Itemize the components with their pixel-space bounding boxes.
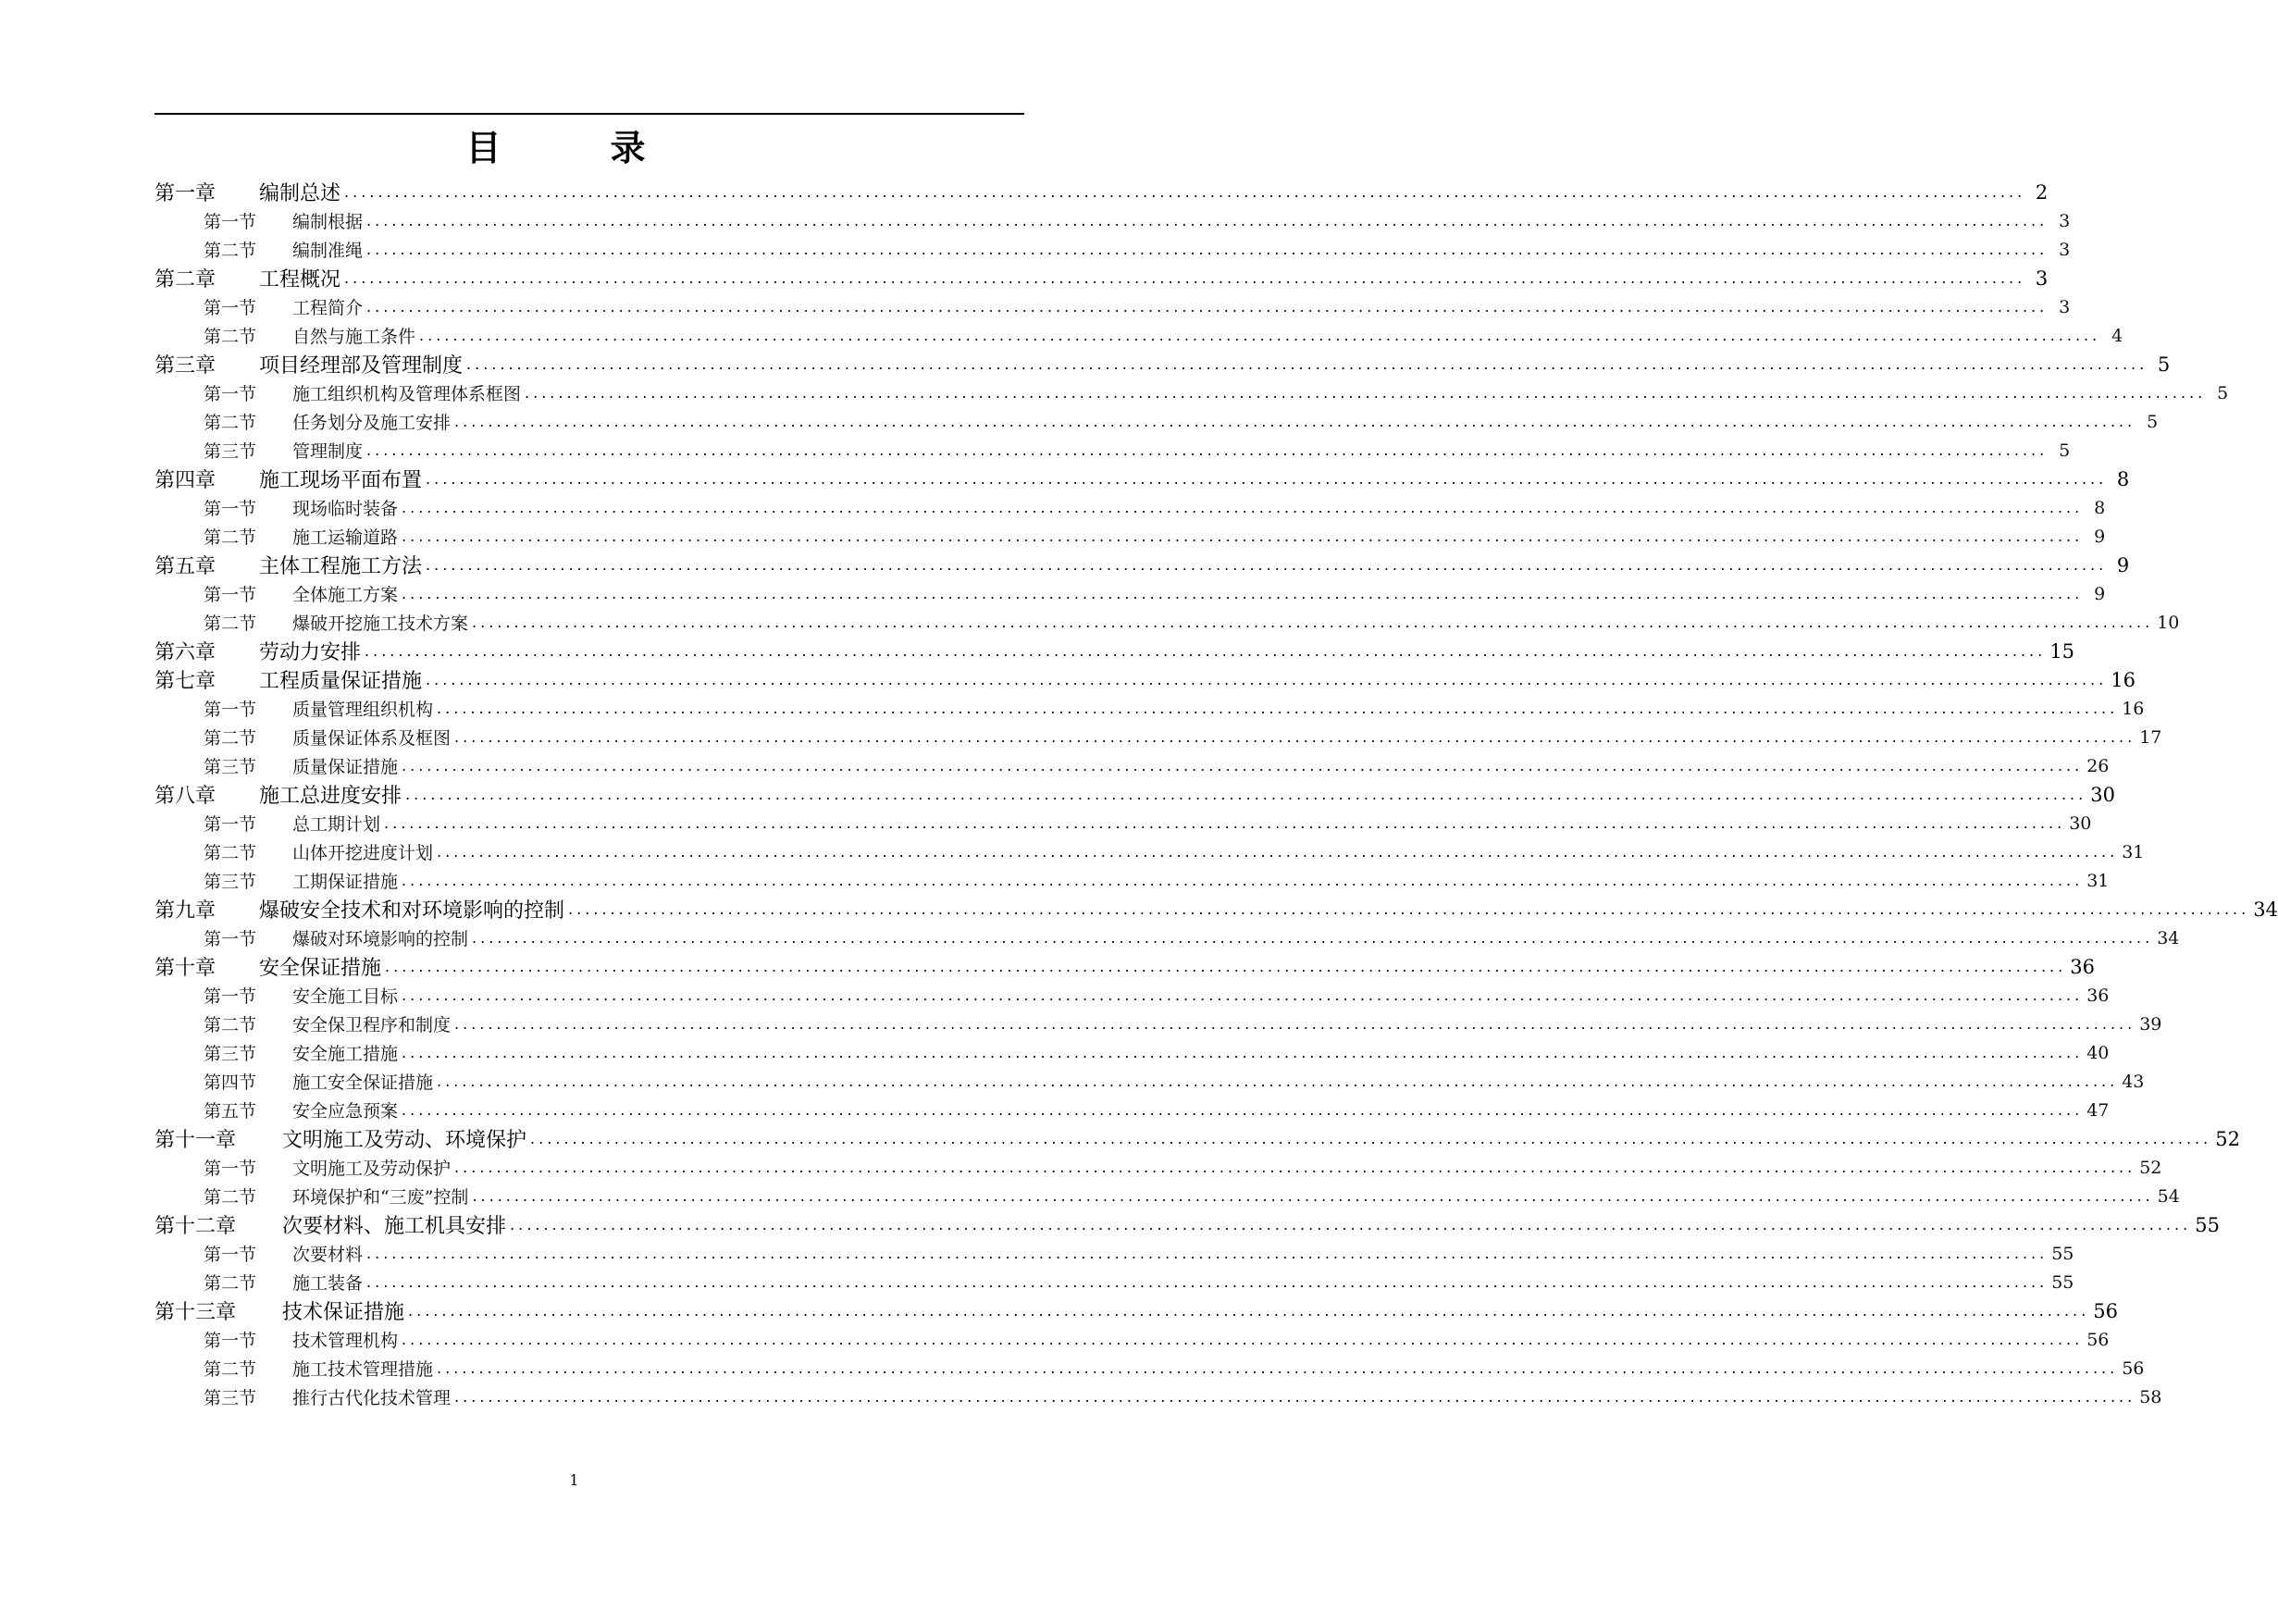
toc-section-entry[interactable] bbox=[0, 1239, 2074, 1268]
toc-section-entry[interactable] bbox=[0, 436, 2071, 465]
chapter-title: 主体工程施工方法 bbox=[259, 555, 423, 578]
section-number: 第二节 bbox=[204, 413, 257, 433]
section-title: 施工组织机构及管理体系框图 bbox=[292, 384, 522, 404]
page-ref: 34 bbox=[2253, 898, 2278, 921]
section-title: 自然与施工条件 bbox=[292, 327, 416, 347]
toc-section-entry[interactable] bbox=[0, 1010, 2162, 1038]
dot-leader: ........................................................................................................................................................................................................ bbox=[454, 413, 2136, 430]
section-number: 第二节 bbox=[204, 1359, 257, 1380]
page-ref: 15 bbox=[2049, 639, 2074, 663]
dot-leader: ........................................................................................................................................................................................................ bbox=[437, 1072, 2119, 1090]
page-ref: 17 bbox=[2139, 726, 2162, 748]
section-number: 第二节 bbox=[204, 1187, 257, 1208]
toc-section-entry[interactable] bbox=[0, 981, 2110, 1010]
toc-section-entry[interactable] bbox=[0, 1153, 2162, 1182]
dot-leader: ........................................................................................................................................................................................................ bbox=[385, 958, 2067, 975]
section-title: 质量保证措施 bbox=[292, 757, 399, 777]
dot-leader: ........................................................................................................................................................................................................ bbox=[568, 900, 2250, 918]
toc-chapter-entry[interactable] bbox=[0, 264, 2049, 292]
toc-section-entry[interactable] bbox=[0, 924, 2180, 952]
page-ref: 58 bbox=[2139, 1386, 2162, 1407]
page-ref: 3 bbox=[2059, 210, 2071, 231]
page-ref: 31 bbox=[2122, 841, 2145, 862]
section-number: 第五节 bbox=[204, 1101, 257, 1122]
toc-chapter-entry[interactable] bbox=[0, 895, 2278, 924]
chapter-number: 第七章 bbox=[155, 670, 217, 693]
page-ref: 5 bbox=[2059, 440, 2071, 461]
page-ref: 2 bbox=[2035, 180, 2049, 204]
dot-leader: ........................................................................................................................................................................................................ bbox=[402, 585, 2084, 602]
chapter-title: 劳动力安排 bbox=[259, 641, 362, 664]
toc-section-entry[interactable] bbox=[0, 206, 2071, 235]
page-ref: 5 bbox=[2217, 382, 2229, 403]
toc-section-entry[interactable] bbox=[0, 407, 2159, 436]
section-number: 第三节 bbox=[204, 441, 257, 462]
page-number: 1 bbox=[569, 1471, 579, 1489]
section-number: 第一节 bbox=[204, 1245, 257, 1265]
toc-section-entry[interactable] bbox=[0, 809, 2092, 837]
section-title: 质量保证体系及框图 bbox=[292, 728, 452, 749]
section-number: 第二节 bbox=[204, 728, 257, 749]
table-of-contents bbox=[0, 178, 2278, 1411]
chapter-number: 第三章 bbox=[155, 354, 217, 378]
page-ref: 4 bbox=[2111, 325, 2123, 346]
chapter-number: 第五章 bbox=[155, 555, 217, 578]
dot-leader: ........................................................................................................................................................................................................ bbox=[525, 384, 2207, 402]
section-number: 第一节 bbox=[204, 585, 257, 605]
dot-leader: ........................................................................................................................................................................................................ bbox=[384, 814, 2066, 832]
chapter-number: 第十一章 bbox=[155, 1129, 237, 1152]
chapter-number: 第十二章 bbox=[155, 1215, 237, 1238]
chapter-title: 安全保证措施 bbox=[259, 957, 382, 980]
dot-leader: ........................................................................................................................................................................................................ bbox=[344, 269, 2026, 287]
toc-section-entry[interactable] bbox=[0, 694, 2145, 723]
section-number: 第一节 bbox=[204, 986, 257, 1007]
section-title: 现场临时装备 bbox=[292, 499, 399, 519]
dot-leader: ........................................................................................................................................................................................................ bbox=[466, 355, 2148, 373]
dot-leader: ........................................................................................................................................................................................................ bbox=[419, 327, 2101, 344]
dot-leader: ........................................................................................................................................................................................................ bbox=[472, 929, 2154, 947]
section-number: 第一节 bbox=[204, 1331, 257, 1351]
dot-leader: ........................................................................................................................................................................................................ bbox=[426, 470, 2108, 488]
section-title: 环境保护和“三废”控制 bbox=[292, 1187, 469, 1208]
page-ref: 36 bbox=[2086, 985, 2110, 1006]
section-title: 施工技术管理措施 bbox=[292, 1359, 434, 1380]
section-title: 次要材料 bbox=[292, 1245, 364, 1265]
page-ref: 16 bbox=[2122, 698, 2145, 719]
section-title: 工程简介 bbox=[292, 298, 364, 318]
section-title: 施工安全保证措施 bbox=[292, 1072, 434, 1093]
section-title: 工期保证措施 bbox=[292, 872, 399, 892]
header-rule bbox=[155, 113, 1024, 115]
page-ref: 3 bbox=[2059, 296, 2071, 317]
section-number: 第一节 bbox=[204, 499, 257, 519]
toc-section-entry[interactable] bbox=[0, 235, 2071, 264]
page-ref: 36 bbox=[2070, 955, 2095, 978]
section-number: 第三节 bbox=[204, 757, 257, 777]
dot-leader: ........................................................................................................................................................................................................ bbox=[437, 843, 2119, 861]
chapter-number: 第一章 bbox=[155, 182, 217, 205]
section-title: 施工运输道路 bbox=[292, 527, 399, 548]
page-ref: 16 bbox=[2111, 668, 2136, 691]
chapter-title: 施工现场平面布置 bbox=[259, 469, 423, 492]
page-ref: 30 bbox=[2069, 812, 2092, 834]
toc-chapter-entry[interactable] bbox=[0, 637, 2074, 665]
section-title: 爆破开挖施工技术方案 bbox=[292, 614, 469, 634]
dot-leader: ........................................................................................................................................................................................................ bbox=[437, 1359, 2119, 1377]
section-number: 第一节 bbox=[204, 929, 257, 949]
page-ref: 9 bbox=[2094, 526, 2106, 547]
dot-leader: ........................................................................................................................................................................................................ bbox=[366, 212, 2049, 229]
page-ref: 40 bbox=[2086, 1042, 2110, 1063]
toc-section-entry[interactable] bbox=[0, 751, 2110, 780]
section-title: 安全施工目标 bbox=[292, 986, 399, 1007]
page-ref: 52 bbox=[2139, 1157, 2162, 1178]
page-ref: 55 bbox=[2051, 1243, 2074, 1264]
dot-leader: ........................................................................................................................................................................................................ bbox=[402, 986, 2084, 1004]
toc-section-entry[interactable] bbox=[0, 493, 2106, 522]
chapter-number: 第八章 bbox=[155, 785, 217, 808]
toc-section-entry[interactable] bbox=[0, 1182, 2180, 1210]
section-number: 第一节 bbox=[204, 298, 257, 318]
section-title: 施工装备 bbox=[292, 1273, 364, 1294]
page-ref: 56 bbox=[2093, 1299, 2118, 1322]
section-title: 编制准绳 bbox=[292, 241, 364, 261]
section-number: 第一节 bbox=[204, 384, 257, 404]
toc-chapter-entry[interactable] bbox=[0, 1296, 2118, 1325]
toc-chapter-entry[interactable] bbox=[0, 178, 2049, 206]
page-ref: 55 bbox=[2195, 1213, 2220, 1236]
page-ref: 30 bbox=[2090, 783, 2115, 806]
dot-leader: ........................................................................................................................................................................................................ bbox=[402, 499, 2084, 516]
dot-leader: ........................................................................................................................................................................................................ bbox=[472, 1187, 2154, 1205]
chapter-title: 次要材料、施工机具安排 bbox=[282, 1215, 507, 1238]
toc-section-entry[interactable] bbox=[0, 723, 2162, 751]
page-ref: 26 bbox=[2086, 755, 2110, 776]
section-title: 总工期计划 bbox=[292, 814, 381, 835]
section-number: 第二节 bbox=[204, 843, 257, 863]
toc-section-entry[interactable] bbox=[0, 1382, 2162, 1411]
dot-leader: ........................................................................................................................................................................................................ bbox=[510, 1216, 2192, 1233]
toc-chapter-entry[interactable] bbox=[0, 1124, 2240, 1153]
page-ref: 3 bbox=[2035, 267, 2049, 290]
page-ref: 54 bbox=[2157, 1185, 2180, 1207]
dot-leader: ........................................................................................................................................................................................................ bbox=[402, 527, 2084, 545]
dot-leader: ........................................................................................................................................................................................................ bbox=[366, 241, 2049, 258]
section-number: 第二节 bbox=[204, 614, 257, 634]
chapter-number: 第六章 bbox=[155, 641, 217, 664]
dot-leader: ........................................................................................................................................................................................................ bbox=[426, 671, 2108, 688]
toc-chapter-entry[interactable] bbox=[0, 551, 2130, 579]
chapter-title: 爆破安全技术和对环境影响的控制 bbox=[259, 899, 565, 923]
toc-section-entry[interactable] bbox=[0, 1354, 2145, 1382]
toc-section-entry[interactable] bbox=[0, 321, 2123, 350]
section-title: 全体施工方案 bbox=[292, 585, 399, 605]
dot-leader: ........................................................................................................................................................................................................ bbox=[402, 1331, 2084, 1348]
toc-chapter-entry[interactable] bbox=[0, 1210, 2220, 1239]
dot-leader: ........................................................................................................................................................................................................ bbox=[366, 1245, 2049, 1262]
chapter-title: 施工总进度安排 bbox=[259, 785, 402, 808]
toc-section-entry[interactable] bbox=[0, 292, 2071, 321]
toc-chapter-entry[interactable] bbox=[0, 465, 2130, 493]
chapter-number: 第十章 bbox=[155, 957, 217, 980]
toc-section-entry[interactable] bbox=[0, 1038, 2110, 1067]
section-title: 编制根据 bbox=[292, 212, 364, 232]
section-title: 管理制度 bbox=[292, 441, 364, 462]
toc-section-entry[interactable] bbox=[0, 1268, 2074, 1296]
page-ref: 9 bbox=[2116, 553, 2130, 576]
toc-section-entry[interactable] bbox=[0, 579, 2106, 608]
toc-chapter-entry[interactable] bbox=[0, 952, 2095, 981]
section-number: 第二节 bbox=[204, 1015, 257, 1035]
toc-chapter-entry[interactable] bbox=[0, 780, 2115, 809]
section-title: 任务划分及施工安排 bbox=[292, 413, 452, 433]
chapter-title: 项目经理部及管理制度 bbox=[259, 354, 464, 378]
section-title: 安全应急预案 bbox=[292, 1101, 399, 1122]
section-number: 第一节 bbox=[204, 814, 257, 835]
section-number: 第三节 bbox=[204, 1044, 257, 1064]
page-ref: 5 bbox=[2147, 411, 2159, 432]
chapter-title: 文明施工及劳动、环境保护 bbox=[282, 1129, 527, 1152]
toc-chapter-entry[interactable] bbox=[0, 665, 2136, 694]
dot-leader: ........................................................................................................................................................................................................ bbox=[402, 757, 2084, 775]
section-title: 质量管理组织机构 bbox=[292, 700, 434, 720]
dot-leader: ........................................................................................................................................................................................................ bbox=[366, 298, 2049, 316]
section-number: 第二节 bbox=[204, 527, 257, 548]
page-ref: 31 bbox=[2086, 870, 2110, 891]
chapter-number: 第十三章 bbox=[155, 1301, 237, 1324]
dot-leader: ........................................................................................................................................................................................................ bbox=[402, 1101, 2084, 1119]
toc-section-entry[interactable] bbox=[0, 378, 2229, 407]
dot-leader: ........................................................................................................................................................................................................ bbox=[402, 872, 2084, 889]
page-ref: 39 bbox=[2139, 1013, 2162, 1035]
page-ref: 43 bbox=[2122, 1071, 2145, 1092]
dot-leader: ........................................................................................................................................................................................................ bbox=[530, 1130, 2212, 1147]
section-number: 第二节 bbox=[204, 327, 257, 347]
section-number: 第三节 bbox=[204, 1388, 257, 1408]
dot-leader: ........................................................................................................................................................................................................ bbox=[454, 728, 2136, 746]
dot-leader: ........................................................................................................................................................................................................ bbox=[366, 1273, 2049, 1291]
section-title: 文明施工及劳动保护 bbox=[292, 1159, 452, 1179]
dot-leader: ........................................................................................................................................................................................................ bbox=[454, 1159, 2136, 1176]
toc-section-entry[interactable] bbox=[0, 1325, 2110, 1354]
section-number: 第四节 bbox=[204, 1072, 257, 1093]
section-number: 第一节 bbox=[204, 212, 257, 232]
dot-leader: ........................................................................................................................................................................................................ bbox=[344, 183, 2026, 201]
section-title: 爆破对环境影响的控制 bbox=[292, 929, 469, 949]
dot-leader: ........................................................................................................................................................................................................ bbox=[426, 556, 2108, 574]
dot-leader: ........................................................................................................................................................................................................ bbox=[402, 1044, 2084, 1061]
page-ref: 9 bbox=[2094, 583, 2106, 604]
chapter-title: 编制总述 bbox=[259, 182, 341, 205]
page-ref: 52 bbox=[2215, 1127, 2240, 1150]
toc-section-entry[interactable] bbox=[0, 866, 2110, 895]
section-title: 推行古代化技术管理 bbox=[292, 1388, 452, 1408]
page-ref: 56 bbox=[2122, 1357, 2145, 1379]
dot-leader: ........................................................................................................................................................................................................ bbox=[405, 786, 2087, 803]
toc-chapter-entry[interactable] bbox=[0, 350, 2171, 378]
chapter-title: 技术保证措施 bbox=[282, 1301, 405, 1324]
toc-section-entry[interactable] bbox=[0, 837, 2145, 866]
chapter-number: 第九章 bbox=[155, 899, 217, 923]
dot-leader: ........................................................................................................................................................................................................ bbox=[454, 1015, 2136, 1033]
dot-leader: ........................................................................................................................................................................................................ bbox=[366, 441, 2049, 459]
page-ref: 34 bbox=[2157, 927, 2180, 948]
page-ref: 3 bbox=[2059, 239, 2071, 260]
dot-leader: ........................................................................................................................................................................................................ bbox=[408, 1302, 2090, 1320]
dot-leader: ........................................................................................................................................................................................................ bbox=[365, 642, 2047, 660]
page-ref: 47 bbox=[2086, 1099, 2110, 1121]
toc-section-entry[interactable] bbox=[0, 1096, 2110, 1124]
toc-section-entry[interactable] bbox=[0, 608, 2180, 637]
section-title: 技术管理机构 bbox=[292, 1331, 399, 1351]
dot-leader: ........................................................................................................................................................................................................ bbox=[472, 614, 2154, 631]
chapter-title: 工程质量保证措施 bbox=[259, 670, 423, 693]
section-title: 山体开挖进度计划 bbox=[292, 843, 434, 863]
section-title: 安全施工措施 bbox=[292, 1044, 399, 1064]
section-number: 第一节 bbox=[204, 1159, 257, 1179]
page-ref: 55 bbox=[2051, 1271, 2074, 1293]
page-title: 目 录 bbox=[465, 128, 683, 168]
page-ref: 10 bbox=[2157, 612, 2180, 633]
section-number: 第二节 bbox=[204, 241, 257, 261]
dot-leader: ........................................................................................................................................................................................................ bbox=[437, 700, 2119, 717]
chapter-number: 第二章 bbox=[155, 268, 217, 291]
section-number: 第一节 bbox=[204, 700, 257, 720]
toc-section-entry[interactable] bbox=[0, 1067, 2145, 1096]
page-ref: 56 bbox=[2086, 1329, 2110, 1350]
section-number: 第三节 bbox=[204, 872, 257, 892]
chapter-title: 工程概况 bbox=[259, 268, 341, 291]
page-ref: 5 bbox=[2157, 353, 2171, 376]
section-number: 第二节 bbox=[204, 1273, 257, 1294]
page-ref: 8 bbox=[2094, 497, 2106, 518]
section-title: 安全保卫程序和制度 bbox=[292, 1015, 452, 1035]
chapter-number: 第四章 bbox=[155, 469, 217, 492]
dot-leader: ........................................................................................................................................................................................................ bbox=[454, 1388, 2136, 1406]
page-ref: 8 bbox=[2116, 467, 2130, 490]
toc-section-entry[interactable] bbox=[0, 522, 2106, 551]
